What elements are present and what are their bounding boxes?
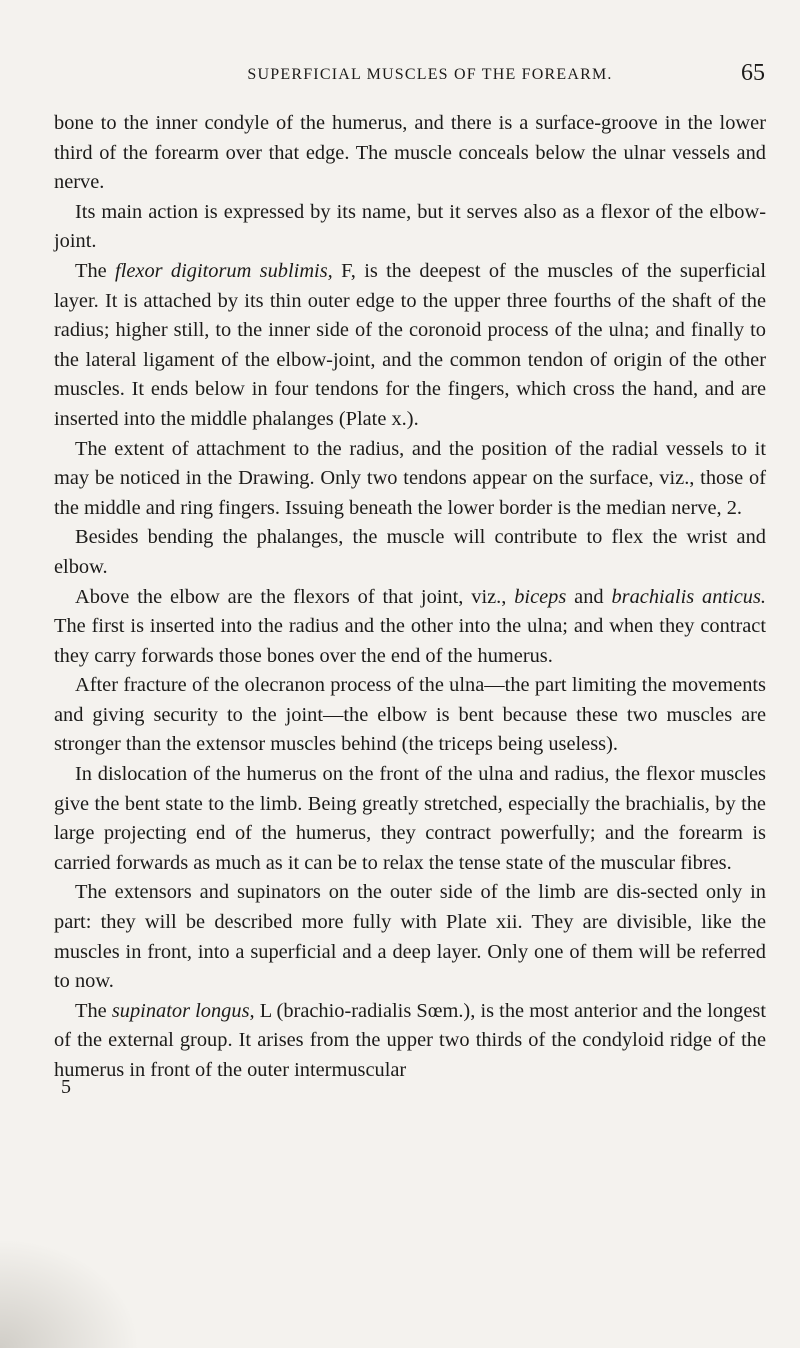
p6-pre: Above the elbow are the flexors of that joint, viz., (75, 585, 515, 608)
p3-pre: The (75, 259, 116, 282)
paragraph-5: Besides bending the phalanges, the muscle will contribute to flex the wrist and elbow. (54, 526, 766, 578)
p10-post: L (brachio-radialis Sœm.), is the most anterior and the longest of the external group. It arises from the upper two thirds of the condyloid ridge of the humerus in front of the outer intermuscular (54, 999, 766, 1081)
body-text (54, 109, 766, 1086)
term-supinator-longus: supinator longus, (111, 999, 255, 1022)
paragraph-4: The extent of attachment to the radius, and the position of the radial vessels to it may be noticed in the Drawing. Only two tendons appear on the surface, viz., those of the middle and ring fingers. Issuing beneath the lower border is the median nerve, 2. (54, 437, 766, 519)
paragraph-9: The extensors and supinators on the outer side of the limb are dis-sected only in part: they will be described more fully with Plate xii. They are divisible, like the muscles in front, into a superficial and a deep layer. Only one of them will be referred to now. (54, 881, 766, 993)
term-flexor-digitorum-sublimis: flexor digitorum sublimis, (115, 259, 333, 282)
term-biceps: biceps (514, 585, 567, 608)
paragraph-3 (54, 257, 766, 435)
p6-post: The first is inserted into the radius and the other into the ulna; and when they contract they carry forwards those bones over the end of the humerus. (54, 615, 766, 667)
paragraph-2: Its main action is expressed by its name, but it serves also as a flexor of the elbow-joint. (54, 200, 766, 253)
p3-post: F, is the deepest of the muscles of the superficial layer. It is attached by its thin outer edge to the upper three fourths of the shaft of the radius; higher still, to the inner side of the coronoid process of the ulna; and finally to the lateral ligament of the elbow-joint, and the common tendon of origin of the other muscles. It ends below in four tendons for the fingers, which cross the hand, and are inserted into the middle phalanges (Plate x.). (54, 259, 766, 430)
paragraph-6 (54, 583, 766, 672)
paragraph-7: After fracture of the olecranon process of the ulna—the part limiting the movements and giving security to the joint—the elbow is bent because these two muscles are stronger than the extensor muscles behind (the triceps being useless). (54, 674, 766, 756)
running-head: SUPERFICIAL MUSCLES OF THE FOREARM. (247, 66, 613, 83)
signature-mark: 5 (61, 1076, 71, 1098)
paragraph-1: bone to the inner condyle of the humerus, and there is a surface-groove in the lower third of the forearm over that edge. The muscle conceals below the ulnar vessels and nerve. (54, 112, 766, 194)
page-header (150, 60, 765, 90)
term-brachialis-anticus: brachialis anticus. (611, 585, 767, 608)
page-corner-shadow (0, 1238, 140, 1348)
p6-mid: and (566, 585, 612, 608)
page-number: 65 (741, 60, 765, 86)
paragraph-10 (54, 997, 766, 1086)
p10-pre: The (75, 999, 112, 1022)
paragraph-8: In dislocation of the humerus on the front of the ulna and radius, the flexor muscles give the bent state to the limb. Being greatly stretched, especially the brachialis, by the large projecting end of the humerus, they contract powerfully; and the forearm is carried forwards as much as it can be to relax the tense state of the muscular fibres. (54, 763, 766, 874)
